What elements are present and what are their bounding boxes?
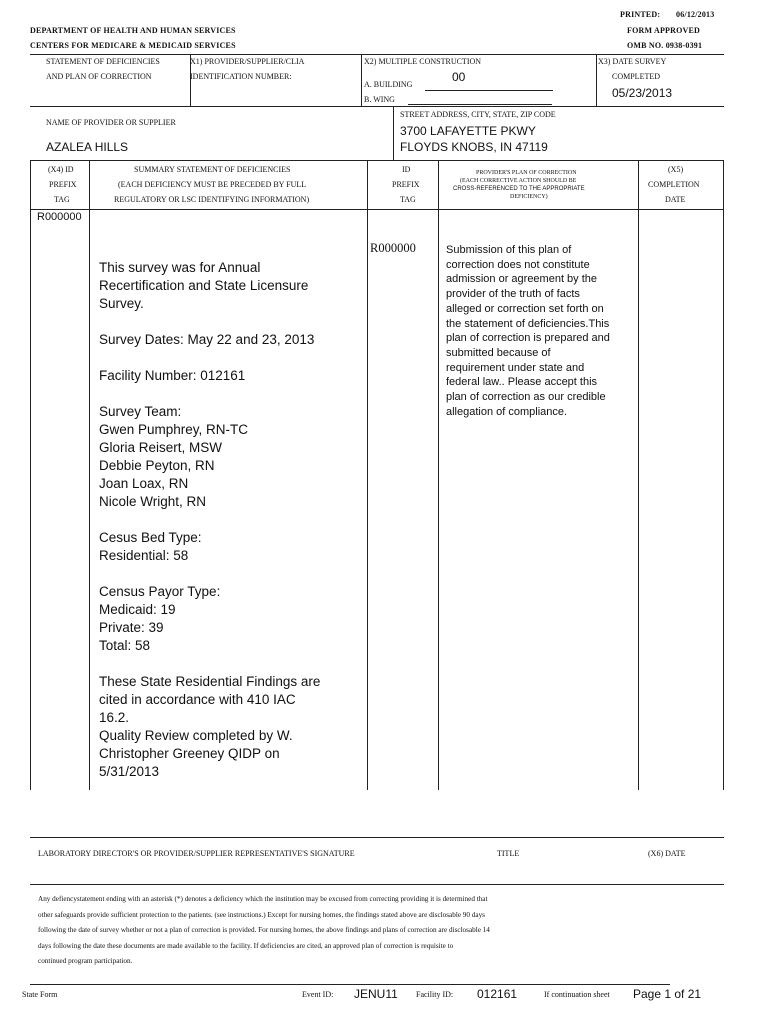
summary-text xyxy=(99,259,320,781)
poc-head-3: CROSS-REFERENCED TO THE APPROPRIATE xyxy=(453,186,585,192)
poc-line: Submission of this plan of xyxy=(446,244,572,256)
summary-line: These State Residential Findings are xyxy=(99,674,321,689)
rule-colhead-bottom xyxy=(30,209,724,210)
poc-line: correction does not constitute xyxy=(446,258,590,271)
disclaimer-line: Any defiencystatement ending with an asterisk (*) denotes a deficiency which the institution may be excused from correcting providing it is determined that xyxy=(38,895,488,903)
rule-footer-top xyxy=(30,984,670,985)
poc-line: plan of correction is prepared and xyxy=(446,332,610,345)
poc-head-1: PROVIDER'S PLAN OF CORRECTION xyxy=(476,170,577,176)
summary-line: Recertification and State Licensure xyxy=(99,278,309,293)
vline-box1-b xyxy=(361,54,362,107)
summary-line: Survey Dates: May 22 and 23, 2013 xyxy=(99,332,315,347)
provider-name-label: NAME OF PROVIDER OR SUPPLIER xyxy=(46,118,176,127)
disclaimer-line: days following the date these documents are made available to the facility. If deficiencies are cited, an approved plan of correction is requisite to xyxy=(38,941,454,950)
summary-line: Total: 58 xyxy=(99,638,151,653)
vline-provider xyxy=(393,106,394,161)
disclaimer-line: following the date of survey whether or not a plan of correction is provided. For nursing homes, the above findings and plans of correction are disclosable 14 xyxy=(38,926,490,934)
x4-head-3: TAG xyxy=(54,195,70,204)
event-id-value: JENU11 xyxy=(354,987,398,1001)
x6-date-label: (X6) DATE xyxy=(648,849,686,858)
centers-title: CENTERS FOR MEDICARE & MEDICAID SERVICES xyxy=(30,41,236,50)
continuation-label: If continuation sheet xyxy=(544,990,610,999)
tag-left: R000000 xyxy=(37,211,82,223)
printed-date: 06/12/2013 xyxy=(676,10,715,19)
rule-provider-bottom xyxy=(30,160,724,161)
summary-line: Facility Number: 012161 xyxy=(99,368,246,383)
summary-head-2: (EACH DEFICIENCY MUST BE PRECEDED BY FULL xyxy=(118,180,307,189)
x4-head-2: PREFIX xyxy=(49,180,77,189)
x2-label: X2) MULTIPLE CONSTRUCTION xyxy=(364,57,482,66)
address-line-1: 3700 LAFAYETTE PKWY xyxy=(400,124,536,138)
summary-line: Gloria Reisert, MSW xyxy=(99,440,223,455)
tag-right: R000000 xyxy=(370,241,416,255)
rule-box1-bottom xyxy=(30,106,724,107)
rule-signature-top xyxy=(30,837,724,838)
summary-line: 5/31/2013 xyxy=(99,764,160,779)
form-approved: FORM APPROVED xyxy=(627,26,701,35)
x5-head-3: DATE xyxy=(665,195,686,204)
x3-label-1: X3) DATE SURVEY xyxy=(598,57,667,66)
summary-line xyxy=(99,349,320,367)
disclaimer-line: other safeguards provide sufficient protection to the patients. (see instructions.) Except for nursing homes, the findings stated above are disclosable 90 days xyxy=(38,910,485,919)
poc-line: provider of the truth of facts xyxy=(446,288,580,301)
summary-head-1: SUMMARY STATEMENT OF DEFICIENCIES xyxy=(134,165,291,174)
building-underline xyxy=(425,90,553,91)
summary-line: Quality Review completed by W. xyxy=(99,728,293,743)
summary-line: Residential: 58 xyxy=(99,548,189,563)
x1-label-2: IDENTIFICATION NUMBER: xyxy=(190,72,292,81)
rule-signature-bottom xyxy=(30,884,724,885)
summary-line: Private: 39 xyxy=(99,620,164,635)
provider-name: AZALEA HILLS xyxy=(46,140,129,154)
vline-right-border xyxy=(723,160,724,790)
facility-id-value: 012161 xyxy=(477,987,518,1001)
disclaimer-line: continued program participation. xyxy=(38,957,133,965)
summary-line: Survey. xyxy=(99,296,144,311)
summary-line: Nicole Wright, RN xyxy=(99,494,207,509)
id-head-2: PREFIX xyxy=(392,180,420,189)
summary-line xyxy=(99,511,320,529)
vline-box1-c xyxy=(596,54,597,107)
summary-line xyxy=(99,565,320,583)
page-number: Page 1 of 21 xyxy=(633,987,702,1001)
summary-line: Christopher Greeney QIDP on xyxy=(99,746,280,761)
wing-label: B. WING xyxy=(364,95,395,104)
rule-top xyxy=(30,54,724,55)
poc-line: submitted because of xyxy=(446,346,551,359)
poc-line: requirement under state and xyxy=(446,361,585,374)
poc-line: allegation of compliance. xyxy=(446,405,568,418)
survey-completed-date: 05/23/2013 xyxy=(612,86,673,100)
address-line-2: FLOYDS KNOBS, IN 47119 xyxy=(400,140,548,154)
poc-line: plan of correction as our credible xyxy=(446,391,606,404)
vline-col4 xyxy=(638,160,639,790)
id-head-1: ID xyxy=(402,165,411,174)
address-label: STREET ADDRESS, CITY, STATE, ZIP CODE xyxy=(400,110,556,119)
summary-line: Cesus Bed Type: xyxy=(99,530,202,545)
poc-head-2: (EACH CORRECTIVE ACTION SHOULD BE xyxy=(460,178,577,184)
omb-number: OMB NO. 0938-0391 xyxy=(627,41,703,50)
state-form-label: State Form xyxy=(22,990,58,999)
x3-label-2: COMPLETED xyxy=(612,72,660,81)
summary-line xyxy=(99,385,320,403)
summary-line xyxy=(99,655,320,673)
id-head-3: TAG xyxy=(400,195,416,204)
x5-head-1: (X5) xyxy=(668,165,684,174)
summary-line xyxy=(99,313,320,331)
vline-col3 xyxy=(438,160,439,790)
event-id-label: Event ID: xyxy=(302,990,334,999)
statement-label-2: AND PLAN OF CORRECTION xyxy=(46,72,152,81)
poc-line: admission or agreement by the xyxy=(446,273,598,286)
vline-col2 xyxy=(367,160,368,790)
wing-underline xyxy=(408,104,552,105)
summary-line: Gwen Pumphrey, RN-TC xyxy=(99,422,249,437)
summary-line: Joan Loax, RN xyxy=(99,476,189,491)
x1-label-1: X1) PROVIDER/SUPPLIER/CLIA xyxy=(190,57,305,66)
summary-line: Census Payor Type: xyxy=(99,584,221,599)
title-label: TITLE xyxy=(497,849,520,858)
summary-line: 16.2. xyxy=(99,710,130,725)
building-label: A. BUILDING xyxy=(364,80,413,89)
poc-line: alleged or correction set forth on xyxy=(446,302,604,315)
poc-head-4: DEFICIENCY) xyxy=(510,194,548,200)
plan-of-correction-text xyxy=(446,243,610,419)
summary-line: This survey was for Annual xyxy=(99,260,261,275)
summary-line: Medicaid: 19 xyxy=(99,602,176,617)
printed-label: PRINTED: xyxy=(620,10,661,19)
lab-director-label: LABORATORY DIRECTOR'S OR PROVIDER/SUPPLIER REPRESENTATIVE'S SIGNATURE xyxy=(38,849,355,858)
vline-left-border xyxy=(30,160,31,790)
department-title: DEPARTMENT OF HEALTH AND HUMAN SERVICES xyxy=(30,26,236,35)
statement-label-1: STATEMENT OF DEFICIENCIES xyxy=(46,57,160,66)
summary-line: Survey Team: xyxy=(99,404,182,419)
x4-head-1: (X4) ID xyxy=(48,165,74,174)
poc-line: federal law.. Please accept this xyxy=(446,376,598,389)
facility-id-label: Facility ID: xyxy=(416,990,454,999)
summary-head-3: REGULATORY OR LSC IDENTIFYING INFORMATION) xyxy=(114,195,310,204)
summary-line: cited in accordance with 410 IAC xyxy=(99,692,296,707)
x5-head-2: COMPLETION xyxy=(648,180,700,189)
vline-col1 xyxy=(89,160,90,790)
poc-line: the statement of deficiencies.This xyxy=(446,317,610,330)
summary-line: Debbie Peyton, RN xyxy=(99,458,215,473)
building-value: 00 xyxy=(452,70,466,84)
disclaimer xyxy=(38,892,490,970)
